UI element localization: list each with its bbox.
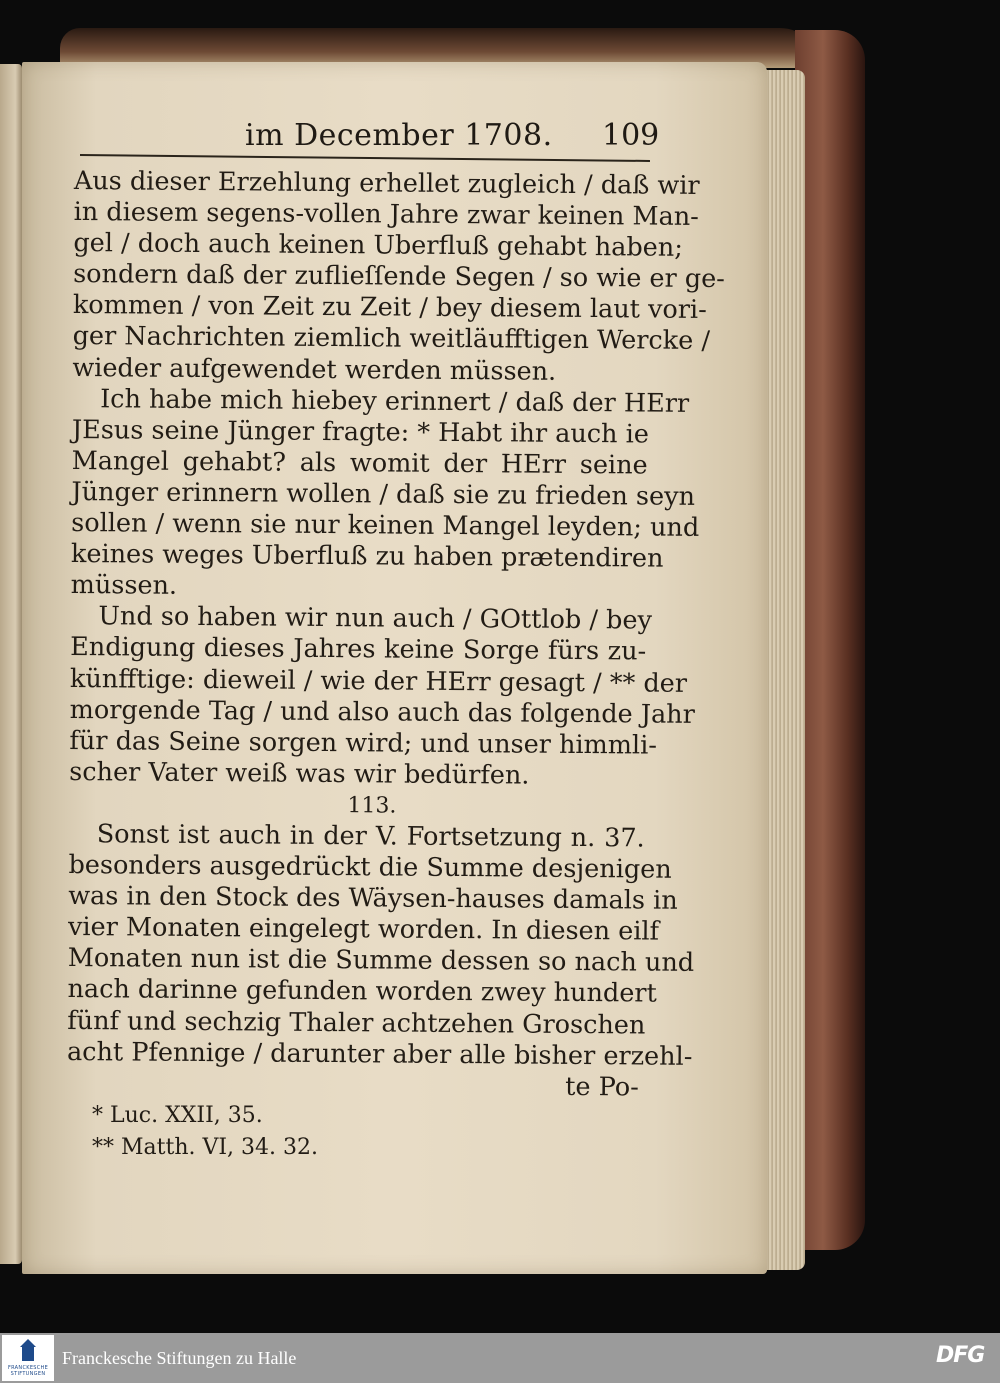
- text-line: Monaten nun ist die Summe dessen so nach und: [67, 943, 695, 979]
- text-line: wieder aufgewendet werden müssen.: [72, 352, 557, 387]
- text-line: in diesem segens-vollen Jahre zwar keinen Man-: [73, 197, 699, 233]
- footnote: ** Matth. VI, 34. 32.: [92, 1135, 319, 1160]
- text-line: morgende Tag / und also auch das folgende Jahr: [69, 694, 695, 730]
- footnote: * Luc. XXII, 35.: [92, 1103, 263, 1128]
- text-line: fünf und sechzig Thaler achtzehen Groschen: [67, 1005, 646, 1041]
- section-number: 113.: [347, 793, 397, 819]
- book-cover-edge: [795, 30, 865, 1250]
- text-line: ger Nachrichten ziemlich weitläufftigen Wercke /: [72, 321, 711, 357]
- footnotes: [92, 1100, 318, 1164]
- text-line: Sonst ist auch in der V. Fortsetzung n. 37.: [96, 819, 645, 854]
- text-line: acht Pfennige / darunter aber alle bisher erzehl-: [66, 1036, 693, 1072]
- text-line: kommen / von Zeit zu Zeit / bey diesem laut vori-: [72, 290, 707, 326]
- text-line: Endigung dieses Jahres keine Sorge fürs zu-: [70, 632, 647, 667]
- text-line: gel / doch auch keinen Uberfluß gehabt haben;: [73, 228, 683, 263]
- text-line: müssen.: [70, 570, 178, 602]
- text-line: besonders ausgedrückt die Summe desjenigen: [68, 850, 672, 885]
- text-line: scher Vater weiß was wir bedürfen.: [69, 756, 530, 791]
- text-line: für das Seine sorgen wird; und unser himmli-: [69, 725, 658, 761]
- left-page-edge: [0, 64, 22, 1264]
- logo-text: FRANCKESCHE STIFTUNGEN: [7, 1365, 49, 1377]
- text-line: JEsus seine Jünger fragte: * Habt ihr auch ie: [71, 414, 650, 450]
- text-line: Und so haben wir nun auch / GOttlob / bey: [98, 601, 653, 636]
- text-line: Jünger erinnern wollen / daß sie zu frieden seyn: [71, 476, 696, 512]
- catchword: te Po-: [565, 1071, 639, 1103]
- text-line: Aus dieser Erzehlung erhellet zugleich / daß wir: [73, 166, 700, 201]
- text-line: künfftige: dieweil / wie der HErr gesagt / ** der: [69, 663, 688, 699]
- page-number: 109: [602, 118, 660, 153]
- text-line: sondern daß der zuflieſſende Segen / so wie er ge-: [73, 259, 725, 295]
- text-line: Ich habe mich hiebey erinnert / daß der HErr: [100, 383, 690, 419]
- running-head: im December 1708.: [245, 118, 553, 153]
- funder-logo[interactable]: DFG: [936, 1343, 985, 1368]
- text-line: nach darinne gefunden worden zwey hundert: [67, 974, 657, 1010]
- institution-logo[interactable]: [2, 1335, 54, 1381]
- text-line: Mangel gehabt? als womit der HErr seine: [71, 445, 648, 481]
- text-line: keines weges Uberfluß zu haben prætendiren: [70, 539, 664, 574]
- text-line: sollen / wenn sie nur keinen Mangel leyden; und: [71, 508, 700, 543]
- text-line: was in den Stock des Wäysen-hauses damals in: [68, 881, 678, 916]
- footer-institution-name[interactable]: Franckesche Stiftungen zu Halle: [62, 1348, 297, 1368]
- body-text: [66, 166, 725, 1103]
- text-line: vier Monaten eingelegt worden. In diesen eilf: [67, 912, 660, 947]
- building-icon: [17, 1339, 39, 1365]
